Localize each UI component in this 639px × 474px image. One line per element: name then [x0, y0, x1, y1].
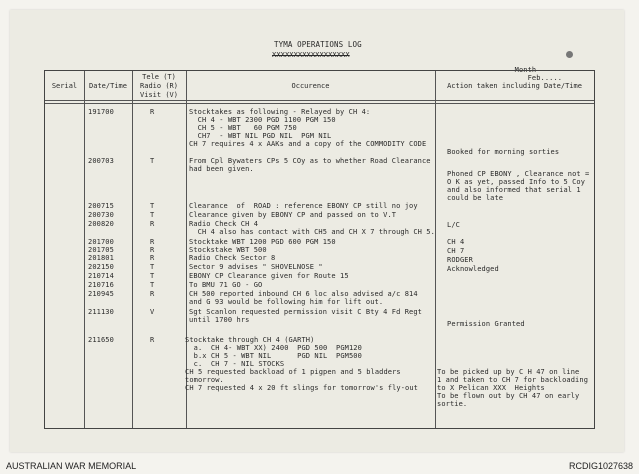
entry-occurence: Sgt Scanlon requested permission visit C Bty 4 Fd Regt until 1700 hrs — [189, 308, 422, 324]
entry-mode: R — [150, 108, 155, 116]
entry-action: CH 7 — [447, 247, 465, 255]
col-header-action: Action taken including Date/Time — [447, 82, 582, 90]
entry-occurence: CH 500 reported inbound CH 6 loc also advised a/c 814 and G 93 would be following him for lift out. — [189, 290, 418, 306]
entry-mode: R — [150, 246, 155, 254]
entry-occurence: Clearance given by EBONY CP and passed on to V.T — [189, 211, 397, 219]
entry-occurence: EBONY CP Clearance given for Route 15 — [189, 272, 349, 280]
entry-datetime: 202150 — [88, 263, 114, 271]
entry-action: Permission Granted — [447, 320, 525, 328]
page-title: TYMA OPERATIONS LOG — [274, 40, 362, 49]
entry-occurence: Stocktakes as following - Relayed by CH 4: CH 4 - WBT 2300 PGD 1100 PGM 150 CH 5 - WBT 60 PGM 750 CH7 - WBT NIL PGD NIL PGM NIL CH 7 requires 4 x AAKs and a copy of the COMMODITY CODE — [189, 108, 427, 148]
header-rule — [45, 103, 594, 104]
entry-mode: T — [150, 202, 155, 210]
entry-occurence: From Cpl Bywaters CPs 5 COy as to whether Road Clearance had been given. — [189, 157, 431, 173]
entry-datetime: 201801 — [88, 254, 114, 262]
entry-occurence: To BMU 71 GO - GO — [189, 281, 263, 289]
entry-datetime: 211130 — [88, 308, 114, 316]
footer-source: AUSTRALIAN WAR MEMORIAL — [6, 461, 137, 471]
entry-action: Phoned CP EBONY , Clearance not = O K as yet, passed Info to 5 Coy and also informed that serial 1 could be late — [447, 170, 590, 202]
footer-id: RCDIG1027638 — [568, 461, 633, 471]
entry-mode: R — [150, 220, 155, 228]
entry-mode: R — [150, 290, 155, 298]
col-header-occurence: Occurence — [291, 82, 330, 90]
entry-occurence: Sector 9 advises " SHOVELNOSE " — [189, 263, 323, 271]
entry-occurence: Stocktake WBT 1200 PGD 600 PGM 150 — [189, 238, 336, 246]
entry-mode: T — [150, 263, 155, 271]
entry-mode: T — [150, 157, 155, 165]
entry-mode: R — [150, 336, 155, 344]
punch-hole — [566, 51, 573, 58]
col-header-datetime: Date/Time — [89, 82, 127, 90]
entry-mode: T — [150, 281, 155, 289]
entry-datetime: 201705 — [88, 246, 114, 254]
entry-occurence: Radio Check CH 4 CH 4 also has contact with CH5 and CH X 7 through CH 5. — [189, 220, 435, 236]
struck-title: XXXXXXXXXXXXXXXXXX — [272, 51, 350, 59]
entry-datetime: 211650 — [88, 336, 114, 344]
month-label: Month — [514, 66, 537, 74]
entry-datetime: 200730 — [88, 211, 114, 219]
month-value: Feb — [527, 74, 541, 82]
entry-datetime: 210716 — [88, 281, 114, 289]
column-rule — [435, 71, 436, 428]
entry-datetime: 200715 — [88, 202, 114, 210]
entry-action: To be picked up by C H 47 on line 1 and taken to CH 7 for backloading to X Pelican XXX Heights To be flown out by CH 47 on early sortie. — [437, 368, 589, 408]
entry-datetime: 201700 — [88, 238, 114, 246]
entry-datetime: 191700 — [88, 108, 114, 116]
entry-occurence: Stocktake through CH 4 (GARTH) a. CH 4- WBT XX) 2400 PGD 500 PGM120 b.x CH 5 - WBT NIL PGD NIL PGM500 c. CH 7 - NIL STOCKS CH 5 requested backload of 1 pigpen and 5 bladders tomorrow. CH 7 requested 4 x 20 ft slings for tomorrow's fly-out — [185, 336, 418, 392]
header-rule — [45, 100, 594, 101]
entry-datetime: 200703 — [88, 157, 114, 165]
month-field: Month Feb..... — [514, 66, 563, 82]
column-rule — [132, 71, 133, 428]
entry-occurence: Stockstake WBT 500 — [189, 246, 267, 254]
entry-mode: R — [150, 254, 155, 262]
entry-datetime: 210945 — [88, 290, 114, 298]
entry-action: Acknowledged — [447, 265, 499, 273]
column-rule — [84, 71, 85, 428]
entry-datetime: 210714 — [88, 272, 114, 280]
entry-occurence: Radio Check Sector 8 — [189, 254, 276, 262]
entry-action: CH 4 — [447, 238, 465, 246]
entry-mode: V — [150, 308, 155, 316]
entry-action: Booked for morning sorties — [447, 148, 560, 156]
col-header-mode: Tele (T) Radio (R) Visit (V) — [140, 73, 178, 99]
entry-mode: R — [150, 238, 155, 246]
entry-action: RODGER — [447, 256, 473, 264]
entry-mode: T — [150, 211, 155, 219]
col-header-serial: Serial — [51, 82, 78, 90]
entry-datetime: 200820 — [88, 220, 114, 228]
entry-occurence: Clearance of ROAD : reference EBONY CP still no joy — [189, 202, 418, 210]
entry-mode: T — [150, 272, 155, 280]
entry-action: L/C — [447, 221, 460, 229]
